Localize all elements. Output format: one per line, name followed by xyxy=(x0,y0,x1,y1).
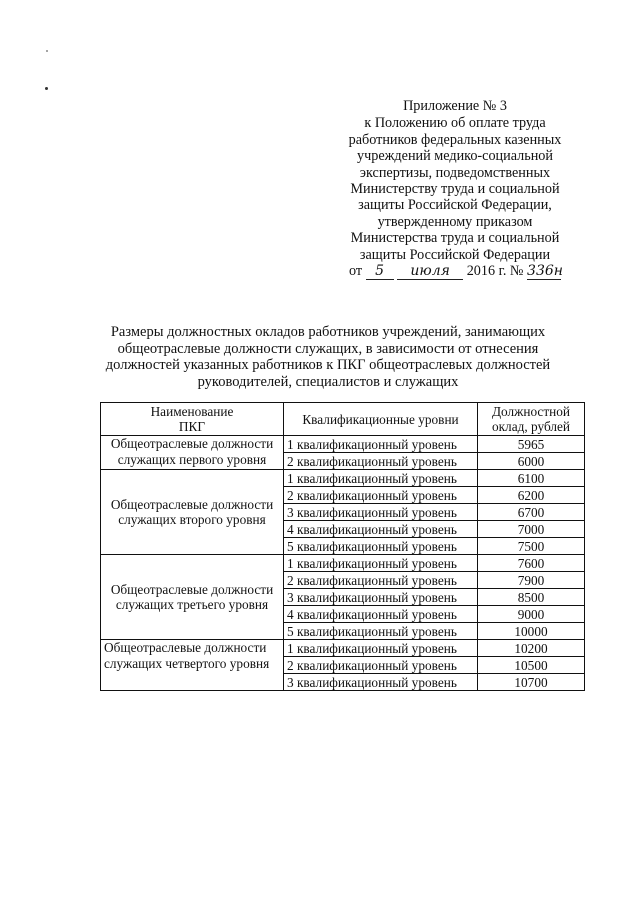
title-line: общеотраслевые должности служащих, в зависимости от отнесения xyxy=(117,340,539,357)
header-line: учреждений медико-социальной xyxy=(357,148,553,165)
order-date-line xyxy=(340,263,570,280)
title-line: должностей указанных работников к ПКГ общеотраслевых должностей xyxy=(105,357,551,374)
table-row xyxy=(101,640,585,657)
level-cell: 3 квалификационный уровень xyxy=(284,674,478,691)
document-title xyxy=(80,324,576,390)
table-row xyxy=(101,470,585,487)
header-line: Министерству труда и социальной xyxy=(350,181,560,198)
level-cell: 1 квалификационный уровень xyxy=(284,470,478,487)
table-row xyxy=(101,555,585,572)
salary-cell: 6200 xyxy=(478,487,585,504)
pkg-name-cell: Общеотраслевые должности служащих третьего уровня xyxy=(101,555,284,640)
salary-cell: 6100 xyxy=(478,470,585,487)
header-line: защиты Российской Федерации xyxy=(359,246,551,263)
salary-cell: 6700 xyxy=(478,504,585,521)
level-cell: 2 квалификационный уровень xyxy=(284,657,478,674)
level-cell: 3 квалификационный уровень xyxy=(284,504,478,521)
header-text: Должностной xyxy=(491,404,571,419)
level-cell: 1 квалификационный уровень xyxy=(284,436,478,453)
salary-cell: 7600 xyxy=(478,555,585,572)
date-prefix: от xyxy=(348,263,363,280)
salary-cell: 6000 xyxy=(478,453,585,470)
table-header-row xyxy=(101,403,585,436)
header-text: ПКГ xyxy=(178,419,206,434)
column-header-pkg xyxy=(101,403,284,436)
title-line: руководителей, специалистов и служащих xyxy=(197,373,459,390)
salary-cell: 7500 xyxy=(478,538,585,555)
level-cell: 4 квалификационный уровень xyxy=(284,521,478,538)
scan-speck xyxy=(45,87,48,90)
title-line: Размеры должностных окладов работников учреждений, занимающих xyxy=(110,324,546,340)
header-line: Министерства труда и социальной xyxy=(350,230,560,247)
pkg-name-cell: Общеотраслевые должности служащих первого уровня xyxy=(101,436,284,470)
header-text: оклад, рублей xyxy=(491,419,571,434)
level-cell: 2 квалификационный уровень xyxy=(284,453,478,470)
header-line: к Положению об оплате труда xyxy=(364,115,546,132)
date-year: 2016 г. № xyxy=(466,263,524,280)
level-cell: 1 квалификационный уровень xyxy=(284,555,478,572)
table-row xyxy=(101,436,585,453)
level-cell: 5 квалификационный уровень xyxy=(284,623,478,640)
date-day-field xyxy=(366,263,394,280)
header-line: защиты Российской Федерации, xyxy=(358,197,552,214)
header-line: утвержденному приказом xyxy=(377,213,533,230)
header-line: работников федеральных казенных xyxy=(348,131,562,148)
header-text: Наименование xyxy=(150,404,234,419)
appendix-title: Приложение № 3 xyxy=(403,98,507,114)
date-month: июля xyxy=(410,263,450,280)
salary-cell: 7000 xyxy=(478,521,585,538)
pkg-name-cell: Общеотраслевые должности служащих четвертого уровня xyxy=(101,640,284,691)
date-day: 5 xyxy=(375,263,385,280)
level-cell: 1 квалификационный уровень xyxy=(284,640,478,657)
salary-cell: 9000 xyxy=(478,606,585,623)
salary-cell: 10000 xyxy=(478,623,585,640)
date-month-field xyxy=(397,263,463,280)
level-cell: 4 квалификационный уровень xyxy=(284,606,478,623)
salary-cell: 8500 xyxy=(478,589,585,606)
pkg-name-cell: Общеотраслевые должности служащих второго уровня xyxy=(101,470,284,555)
appendix-header xyxy=(340,98,570,280)
column-header-salary xyxy=(478,403,585,436)
salary-cell: 10500 xyxy=(478,657,585,674)
salary-cell: 5965 xyxy=(478,436,585,453)
salary-cell: 7900 xyxy=(478,572,585,589)
salary-cell: 10700 xyxy=(478,674,585,691)
column-header-level: Квалификационные уровни xyxy=(284,403,478,436)
scan-speck xyxy=(46,50,48,52)
salary-table xyxy=(100,402,585,691)
header-line: экспертизы, подведомственных xyxy=(359,164,551,181)
level-cell: 5 квалификационный уровень xyxy=(284,538,478,555)
order-number: 336н xyxy=(527,263,563,280)
level-cell: 2 квалификационный уровень xyxy=(284,572,478,589)
salary-cell: 10200 xyxy=(478,640,585,657)
level-cell: 2 квалификационный уровень xyxy=(284,487,478,504)
order-number-field xyxy=(527,263,561,280)
level-cell: 3 квалификационный уровень xyxy=(284,589,478,606)
